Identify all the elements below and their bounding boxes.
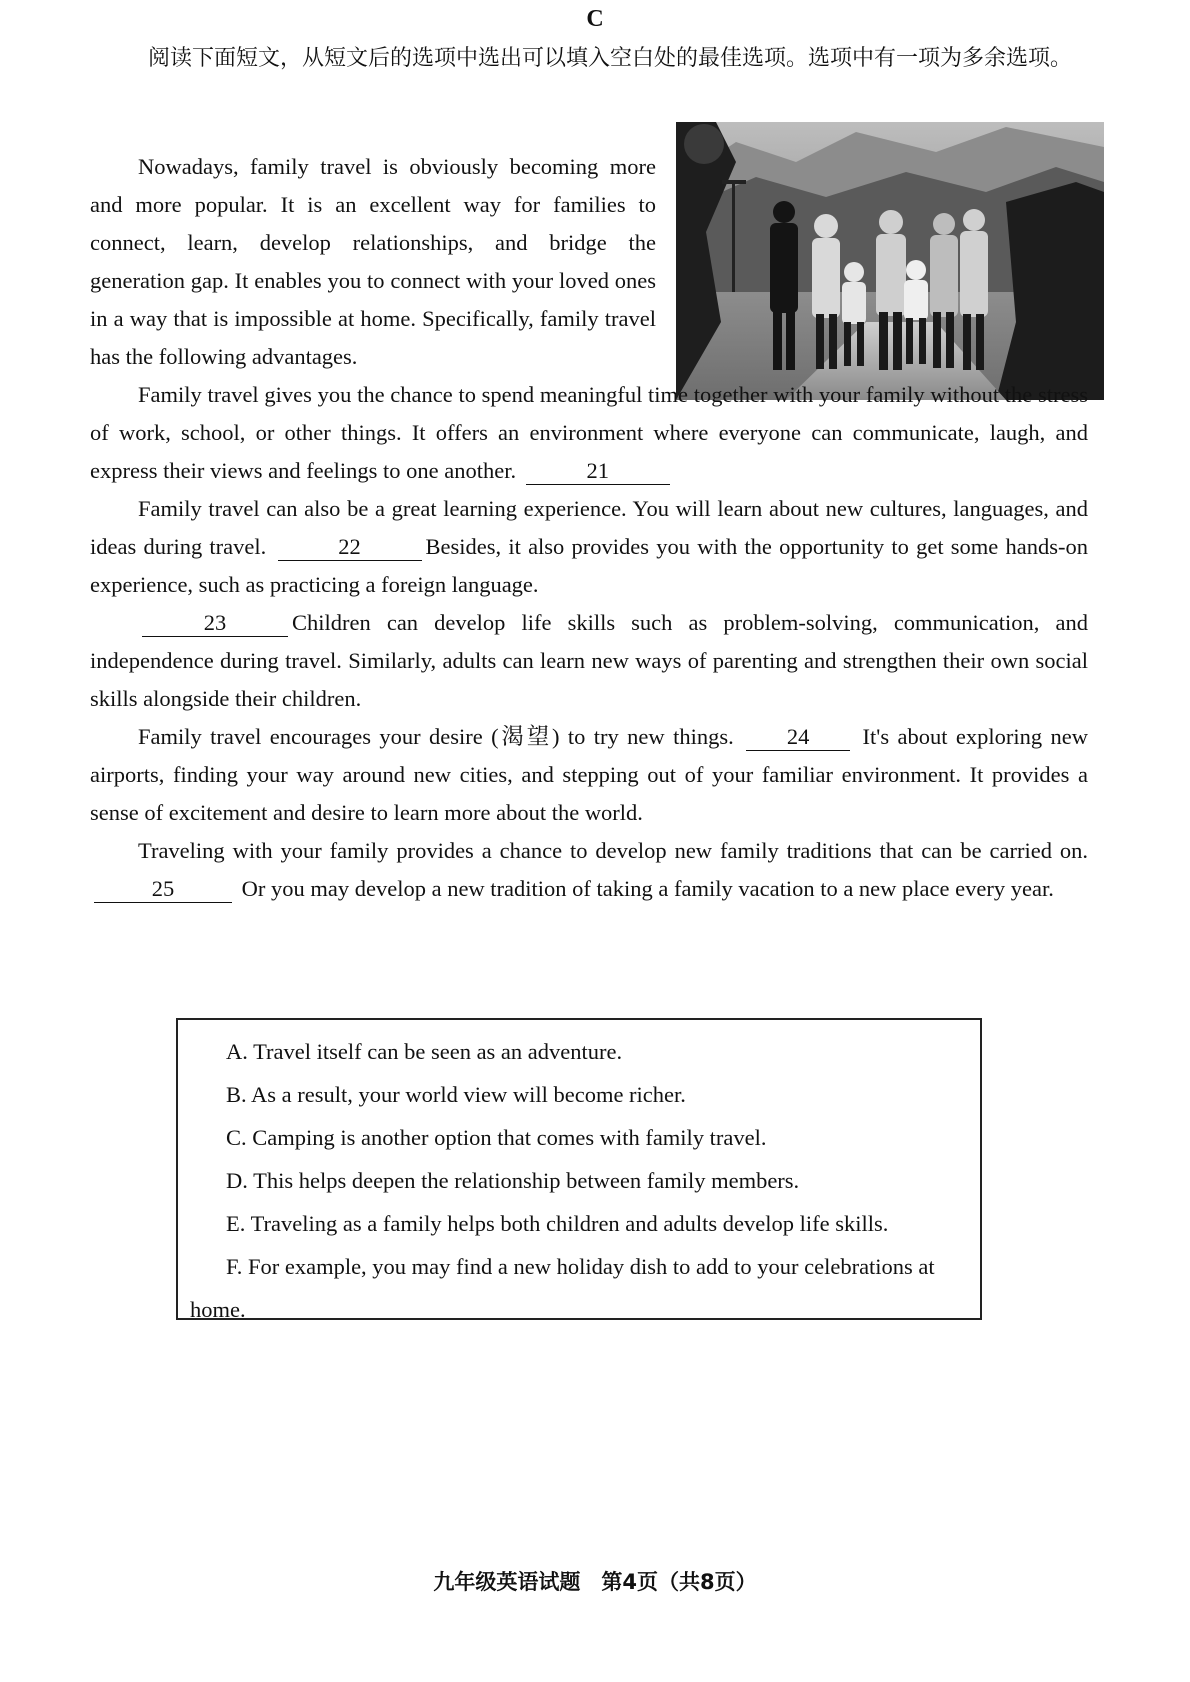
paragraph-6-text-b: Or you may develop a new tradition of taking a family vacation to a new place every year. xyxy=(241,876,1054,901)
option-d[interactable]: D. This helps deepen the relationship between family members. xyxy=(226,1168,800,1193)
option-b[interactable]: B. As a result, your world view will become richer. xyxy=(226,1082,686,1107)
option-f[interactable]: F. For example, you may find a new holiday dish to add to your celebrations at home. xyxy=(190,1254,935,1322)
paragraph-6-text-a: Traveling with your family provides a chance to develop new family traditions that can be carried on. xyxy=(138,838,1088,863)
paragraph-2 xyxy=(90,376,1088,490)
paragraph-3 xyxy=(90,490,1088,604)
paragraph-1: Nowadays, family travel is obviously becoming more and more popular. It is an excellent way for families to connect, learn, develop relationships, and bridge the generation gap. It enables you to connect with your loved ones in a way that is impossible at home. Specifically, family travel has the following advantages. xyxy=(90,154,656,369)
options-box xyxy=(176,1018,982,1320)
paragraph-5-text-a: Family travel encourages your desire (渴望) to try new things. xyxy=(138,724,734,749)
paragraph-3-text-a: Family travel can also be a great learning experience. You will learn about new cultures, languages, and ideas during travel. xyxy=(90,496,1088,559)
paragraph-2-text: Family travel gives you the chance to spend meaningful time together with your family without the stress of work, school, or other things. It offers an environment where everyone can communicate, laugh, and express their views and feelings to one another. xyxy=(90,382,1088,483)
option-e[interactable]: E. Traveling as a family helps both children and adults develop life skills. xyxy=(226,1211,889,1236)
page-footer: 九年级英语试题 第4页（共8页） xyxy=(433,1570,757,1594)
option-a[interactable]: A. Travel itself can be seen as an adventure. xyxy=(226,1039,623,1064)
passage xyxy=(90,148,1088,908)
options-list xyxy=(190,1030,948,1331)
option-c[interactable]: C. Camping is another option that comes with family travel. xyxy=(226,1125,767,1150)
blank-21[interactable]: 21 xyxy=(526,458,670,485)
paragraph-4 xyxy=(90,604,1088,718)
blank-25[interactable]: 25 xyxy=(94,876,232,903)
instructions: 阅读下面短文，从短文后的选项中选出可以填入空白处的最佳选项。选项中有一项为多余选项。 xyxy=(148,46,1073,71)
blank-24[interactable]: 24 xyxy=(746,724,850,751)
paragraph-5 xyxy=(90,718,1088,832)
paragraph-5-text-b: It's about exploring new airports, finding your way around new cities, and stepping out of your familiar environment. It provides a sense of excitement and desire to learn more about the world. xyxy=(90,724,1089,825)
section-letter: C xyxy=(586,6,604,32)
paragraph-6 xyxy=(90,832,1088,908)
blank-23[interactable]: 23 xyxy=(142,610,288,637)
paragraph-3-text-b: Besides, it also provides you with the opportunity to get some hands-on experience, such as practicing a foreign language. xyxy=(90,534,1088,597)
paragraph-4-text: Children can develop life skills such as problem-solving, communication, and independence during travel. Similarly, adults can learn new ways of parenting and strengthen their own social skills alongside their children. xyxy=(90,610,1088,711)
blank-22[interactable]: 22 xyxy=(278,534,422,561)
